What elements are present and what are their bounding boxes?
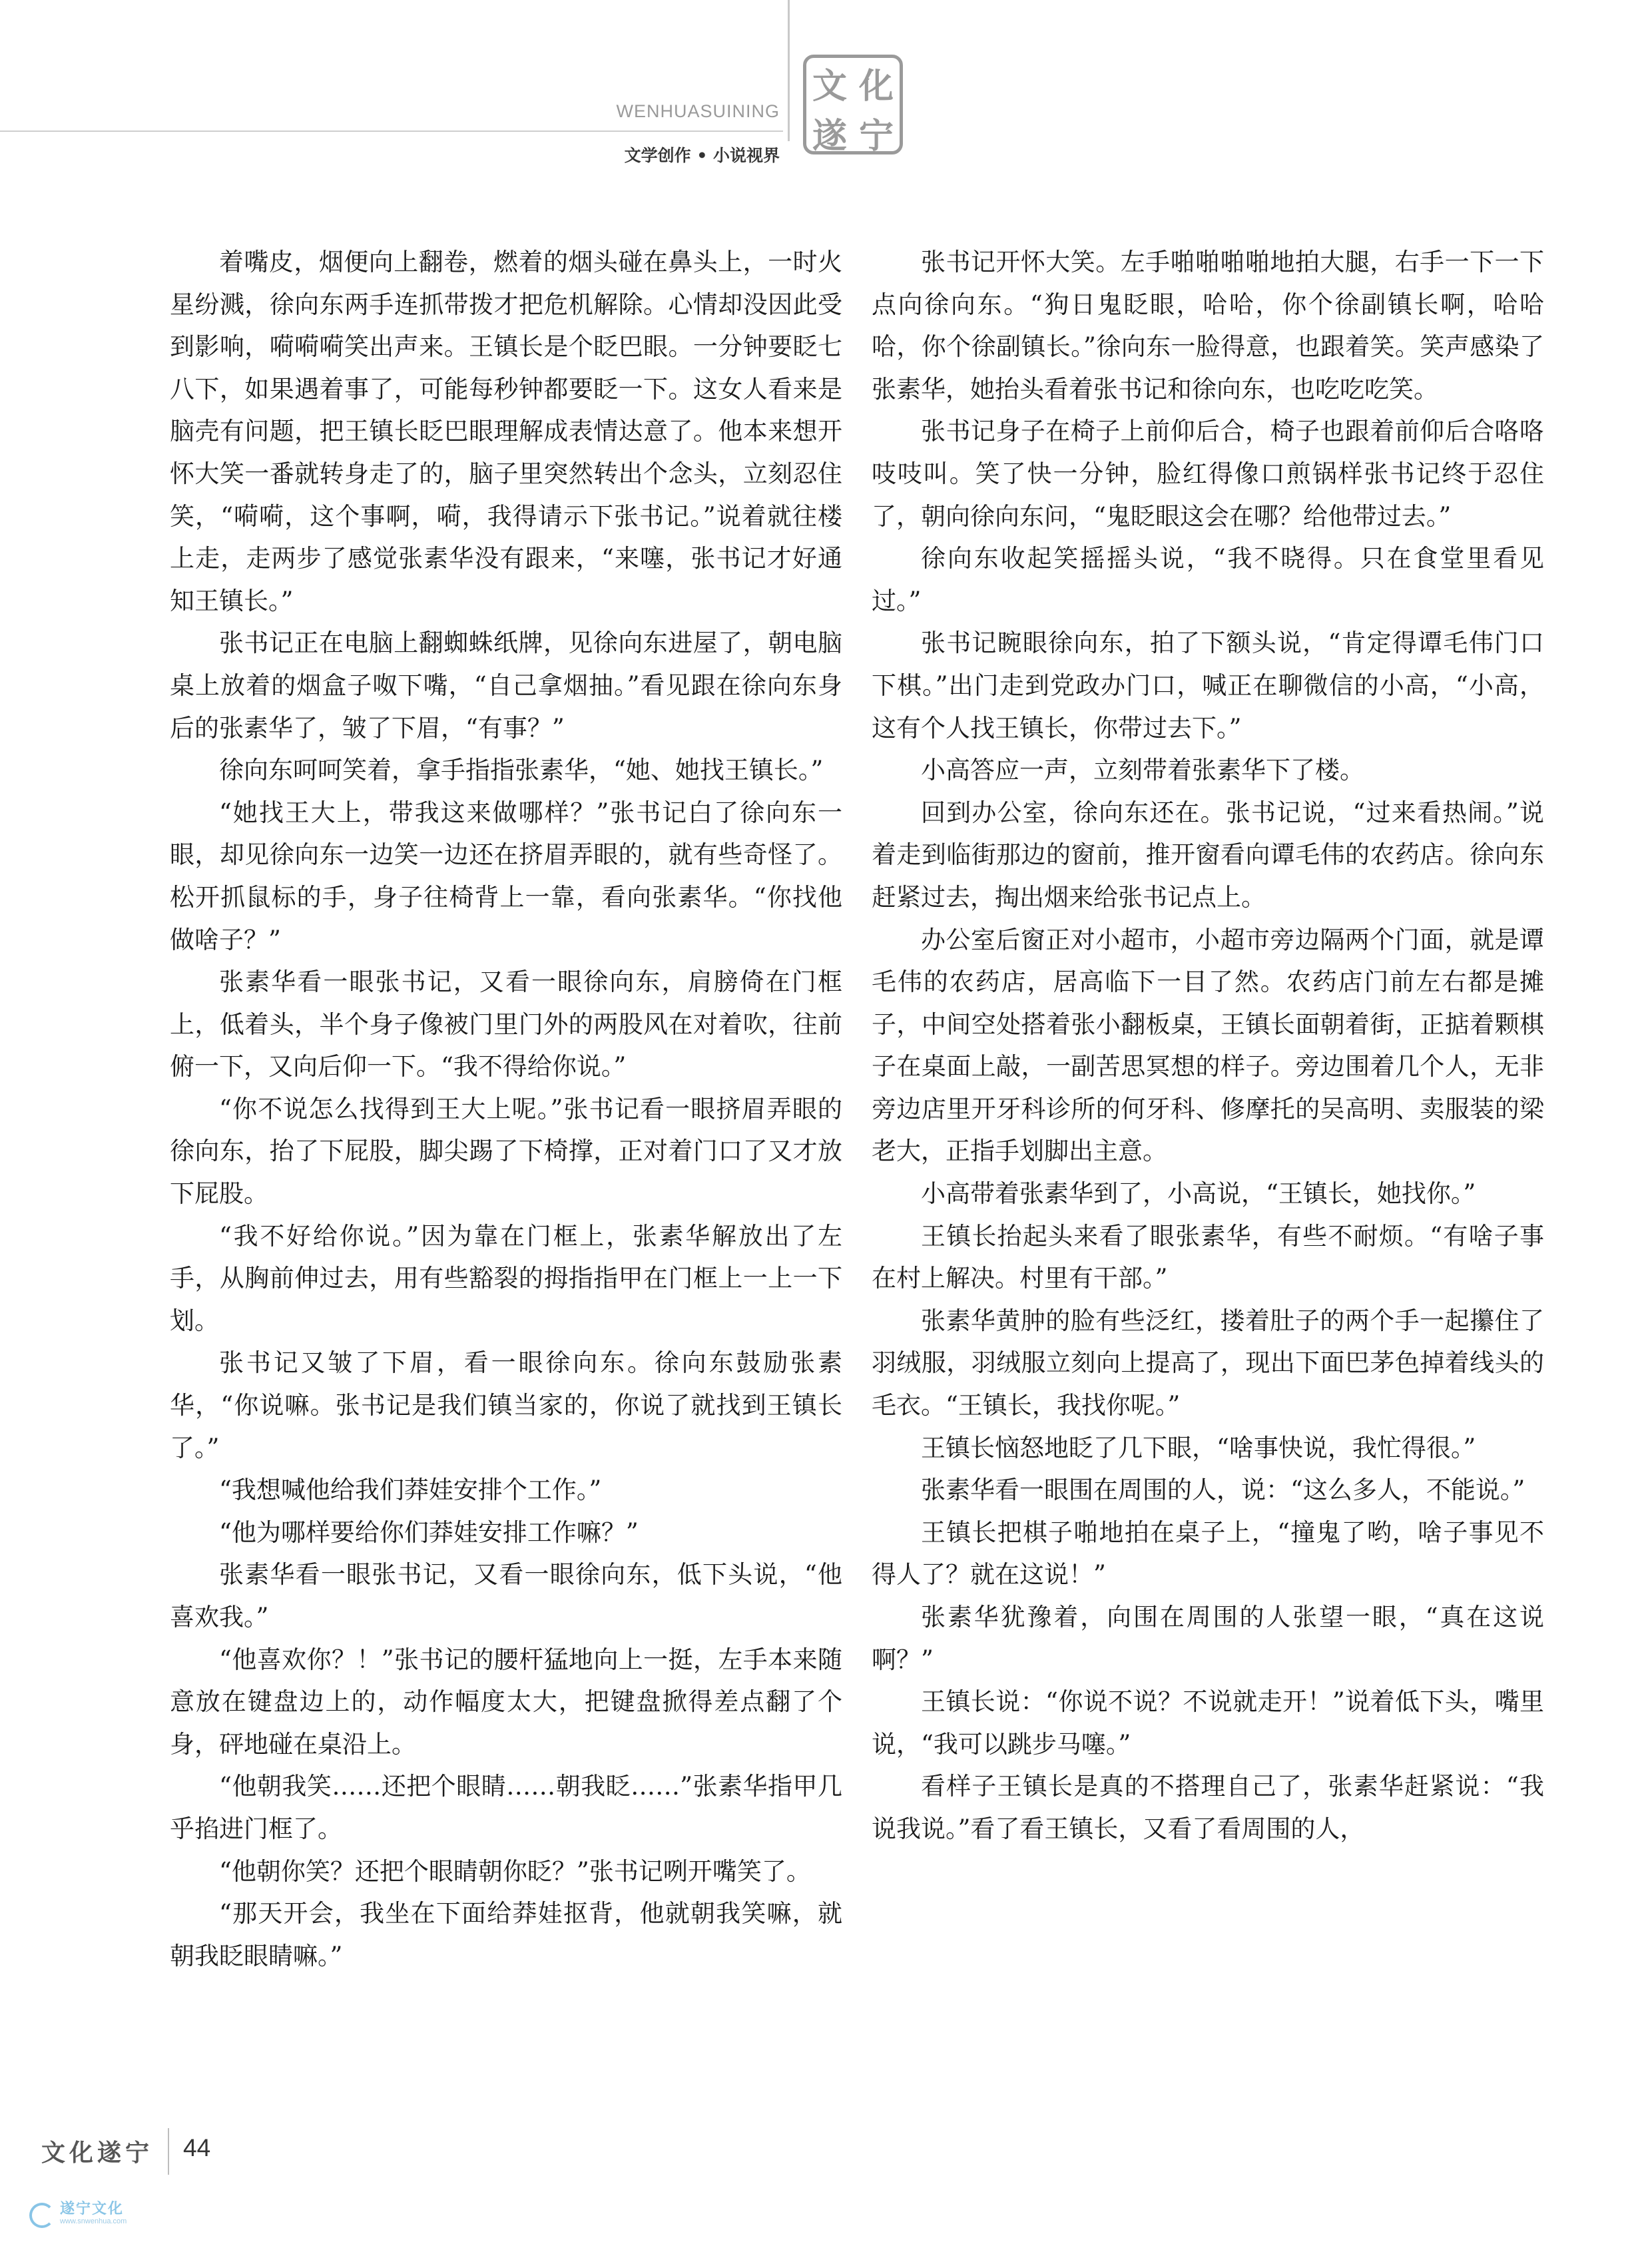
paragraph: 王镇长抬起头来看了眼张素华，有些不耐烦。“有啥子事在村上解决。村里有干部。” — [872, 1221, 1544, 1293]
header-vertical-rule — [788, 0, 790, 141]
paragraph: 王镇长说：“你说不说？不说就走开！”说着低下头，嘴里说，“我可以跳步马噻。” — [872, 1687, 1544, 1759]
paragraph: “他朝我笑……还把个眼睛……朝我眨……”张素华指甲几乎掐进门框了。 — [170, 1772, 842, 1843]
paragraph: “他为哪样要给你们莽娃安排工作嘛？” — [219, 1518, 639, 1547]
section-subtitle: 文学创作 • 小说视界 — [624, 146, 780, 165]
seal-char: 文 — [812, 66, 847, 107]
paragraph: 小高答应一声，立刻带着张素华下了楼。 — [921, 756, 1364, 785]
watermark-text: 遂宁文化 — [60, 2201, 125, 2217]
paragraph: 张书记睕眼徐向东，拍了下额头说，“肯定得谭毛伟门口下棋。”出门走到党政办门口，喊正在聊微信的小高，“小高，这有个人找王镇长，你带过去下。” — [872, 629, 1544, 742]
paragraph: 张书记开怀大笑。左手啪啪啪啪地拍大腿，右手一下一下点向徐向东。“狗日鬼眨眼，哈哈，你个徐副镇长啊，哈哈哈，你个徐副镇长。”徐向东一脸得意，也跟着笑。笑声感染了张素华，她抬头看着张书记和徐向东，也吃吃吃笑。 — [872, 248, 1544, 404]
magazine-pinyin-title: WENHUASUINING — [616, 101, 780, 121]
paragraph: 徐向东呵呵笑着，拿手指指张素华，“她、她找王镇长。” — [219, 756, 824, 785]
paragraph: 张书记身子在椅子上前仰后合，椅子也跟着前仰后合咯咯吱吱叫。笑了快一分钟，脸红得像口煎锅样张书记终于忍住了，朝向徐向东问，“鬼眨眼这会在哪？给他带过去。” — [872, 417, 1544, 531]
seal-char: 宁 — [858, 116, 894, 156]
watermark-swirl-icon — [27, 2199, 53, 2225]
paragraph: “他喜欢你？！”张书记的腰杆猛地向上一挺，左手本来随意放在键盘边上的，动作幅度太大，把键盘掀得差点翻了个身，砰地碰在桌沿上。 — [170, 1645, 842, 1759]
paragraph: 小高带着张素华到了，小高说，“王镇长，她找你。” — [921, 1179, 1476, 1209]
paragraph: “你不说怎么找得到王大上呢。”张书记看一眼挤眉弄眼的徐向东，抬了下屁股，脚尖踢了下椅撑，正对着门口了又才放下屁股。 — [170, 1094, 842, 1209]
paragraph: 张素华看一眼围在周围的人，说：“这么多人，不能说。” — [921, 1476, 1525, 1505]
paragraph: “我想喊他给我们莽娃安排个工作。” — [219, 1476, 602, 1505]
paragraph: “我不好给你说。”因为靠在门框上，张素华解放出了左手，从胸前伸过去，用有些豁裂的拇指指甲在门框上一上一下划。 — [170, 1221, 842, 1335]
right-text-column — [872, 241, 1544, 1850]
paragraph: 办公室后窗正对小超市，小超市旁边隔两个门面，就是谭毛伟的农药店，居高临下一目了然。农药店门前左右都是摊子，中间空处搭着张小翻板桌，王镇长面朝着街，正掂着颗棋子在桌面上敲，一副苦思冥想的样子。旁边围着几个人，无非旁边店里开牙科诊所的何牙科、修摩托的吴高明、卖服装的梁老大，正指手划脚出主意。 — [872, 925, 1544, 1166]
page-number: 44 — [183, 2134, 211, 2161]
paragraph: “他朝你笑？还把个眼睛朝你眨？”张书记咧开嘴笑了。 — [219, 1856, 811, 1886]
paragraph: 看样子王镇长是真的不搭理自己了，张素华赶紧说：“我说我说。”看了看王镇长，又看了看周围的人， — [872, 1772, 1544, 1843]
seal-char: 遂 — [812, 116, 847, 156]
footer-separator — [168, 2128, 169, 2175]
paragraph: 王镇长恼怒地眨了几下眼，“啥事快说，我忙得很。” — [921, 1433, 1476, 1462]
paragraph: 回到办公室，徐向东还在。张书记说，“过来看热闹。”说着走到临街那边的窗前，推开窗看向谭毛伟的农药店。徐向东赶紧过去，掏出烟来给张书记点上。 — [872, 798, 1544, 912]
footer-logo: 文化遂宁 — [41, 2139, 154, 2167]
left-text-column — [170, 241, 842, 1977]
watermark — [27, 2196, 200, 2236]
paragraph: 张素华黄肿的脸有些泛红，搂着肚子的两个手一起攥住了羽绒服，羽绒服立刻向上提高了，现出下面巴茅色掉着线头的毛衣。“王镇长，我找你呢。” — [872, 1306, 1544, 1420]
paragraph: 着嘴皮，烟便向上翻卷，燃着的烟头碰在鼻头上，一时火星纷溅，徐向东两手连抓带拨才把危机解除。心情却没因此受到影响，嗬嗬嗬笑出声来。王镇长是个眨巴眼。一分钟要眨七八下，如果遇着事了，可能每秒钟都要眨一下。这女人看来是脑壳有问题，把王镇长眨巴眼理解成表情达意了。他本来想开怀大笑一番就转身走了的，脑子里突然转出个念头，立刻忍住笑，“嗬嗬，这个事啊，嗬，我得请示下张书记。”说着就往楼上走，走两步了感觉张素华没有跟来，“来噻，张书记才好通知王镇长。” — [170, 248, 842, 615]
paragraph: 张素华看一眼张书记，又看一眼徐向东，低下头说，“他喜欢我。” — [170, 1560, 842, 1631]
seal-char: 化 — [858, 66, 894, 107]
paragraph: 张书记正在电脑上翻蜘蛛纸牌，见徐向东进屋了，朝电脑桌上放着的烟盒子呶下嘴，“自己拿烟抽。”看见跟在徐向东身后的张素华了，皱了下眉，“有事？” — [170, 629, 842, 742]
watermark-url: www.snwenhua.com — [60, 2217, 127, 2225]
paragraph: “她找王大上，带我这来做哪样？”张书记白了徐向东一眼，却见徐向东一边笑一边还在挤眉弄眼的，就有些奇怪了。松开抓鼠标的手，身子往椅背上一靠，看向张素华。“你找他做啥子？” — [170, 798, 842, 954]
header-horizontal-rule — [0, 131, 783, 132]
paragraph: “那天开会，我坐在下面给莽娃抠背，他就朝我笑嘛，就朝我眨眼睛嘛。” — [170, 1899, 842, 1970]
magazine-seal-logo — [803, 55, 903, 154]
paragraph: 徐向东收起笑摇摇头说，“我不晓得。只在食堂里看见过。” — [872, 544, 1544, 615]
paragraph: 张书记又皱了下眉，看一眼徐向东。徐向东鼓励张素华，“你说嘛。张书记是我们镇当家的，你说了就找到王镇长了。” — [170, 1348, 842, 1462]
paragraph: 张素华犹豫着，向围在周围的人张望一眼，“真在这说啊？” — [872, 1603, 1544, 1674]
paragraph: 张素华看一眼张书记，又看一眼徐向东，肩膀倚在门框上，低着头，半个身子像被门里门外的两股风在对着吹，往前俯一下，又向后仰一下。“我不得给你说。” — [170, 968, 842, 1081]
paragraph: 王镇长把棋子啪地拍在桌子上，“撞鬼了哟，啥子事见不得人了？就在这说！” — [872, 1518, 1544, 1589]
